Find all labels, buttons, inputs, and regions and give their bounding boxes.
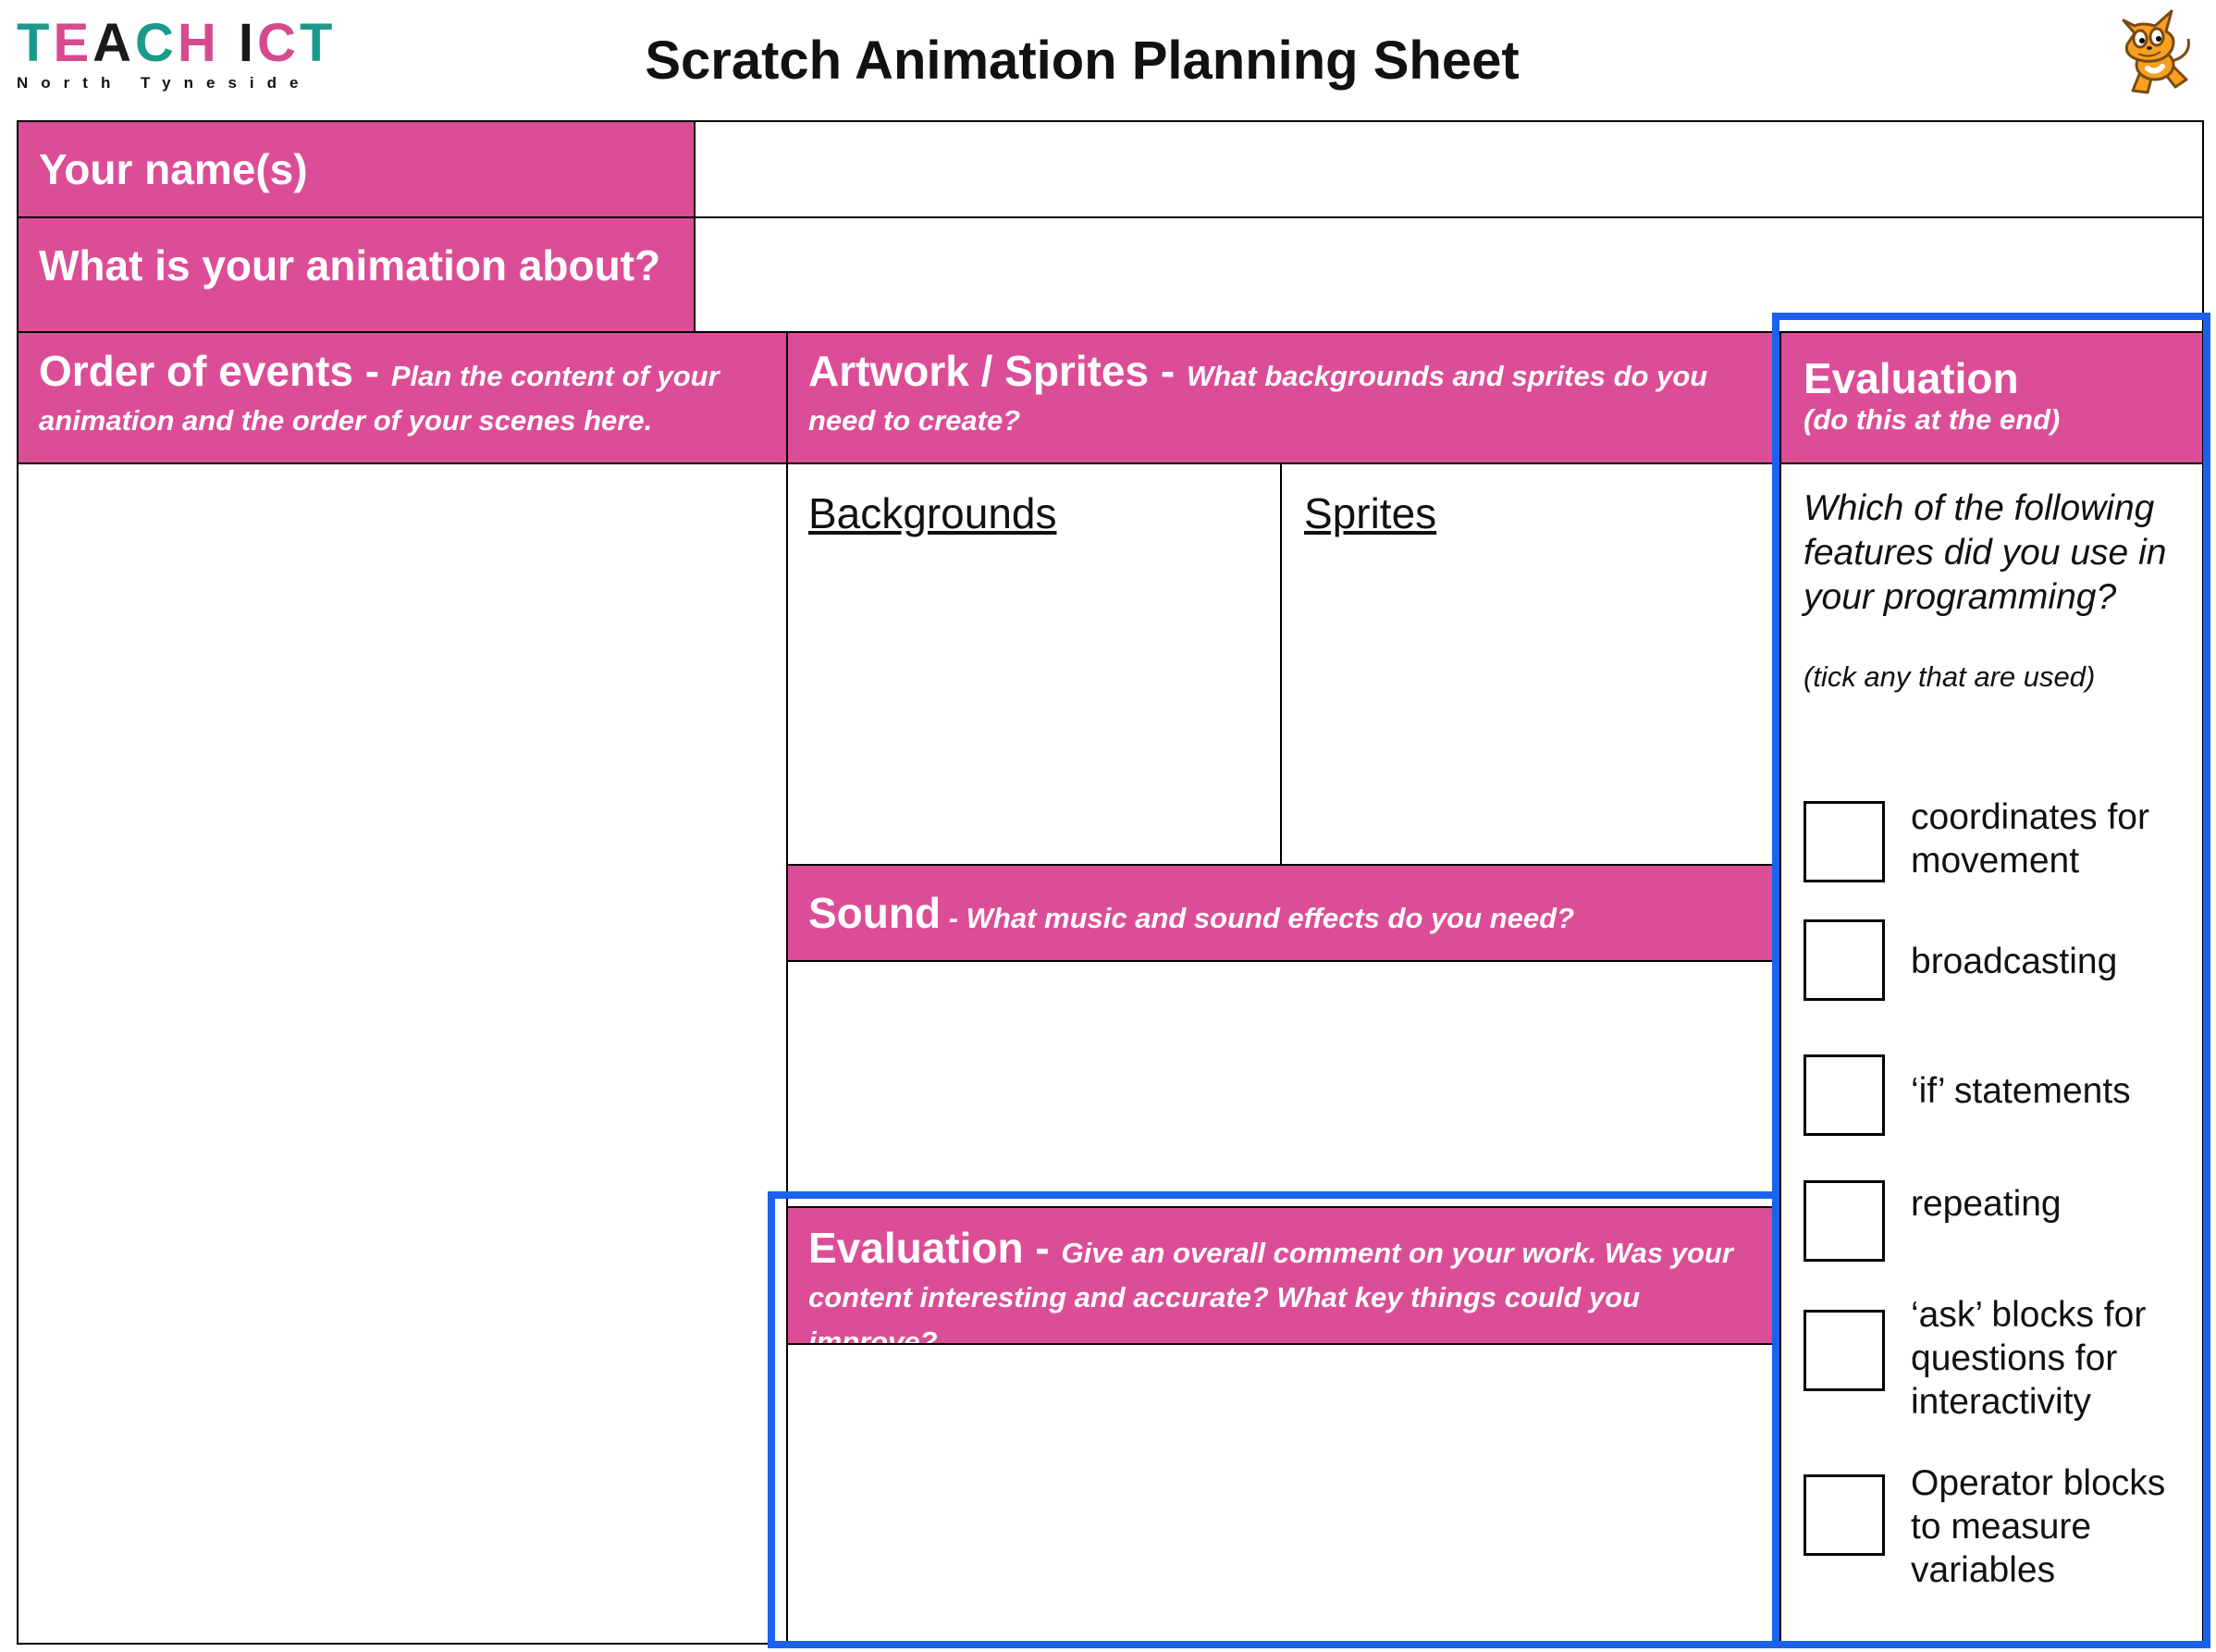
feature-repeating: repeating <box>1911 1184 2062 1224</box>
logo-letter: C <box>135 13 178 73</box>
evaluation-question: Which of the following features did you use in your programming? <box>1804 488 2167 617</box>
about-label: What is your animation about? <box>39 241 661 290</box>
order-header <box>17 331 788 464</box>
feature-broadcasting: broadcasting <box>1911 942 2118 981</box>
logo-letter: C <box>257 13 300 73</box>
about-label-cell <box>17 216 696 333</box>
backgrounds-heading: Backgrounds <box>808 489 1057 537</box>
feature-operator-blocks: Operator blocks to measure variables <box>1911 1463 2166 1590</box>
logo-letter: E <box>53 13 93 73</box>
name-label: Your name(s) <box>39 145 308 193</box>
evaluation-side-title: Evaluation <box>1804 354 2019 402</box>
order-description: Plan the content of your animation and the order of your scenes here. <box>39 360 720 437</box>
sound-description: - What music and sound effects do you need? <box>941 902 1575 934</box>
feature-ask-blocks: ‘ask’ blocks for questions for interactivity <box>1911 1295 2147 1422</box>
sprites-heading: Sprites <box>1304 489 1437 537</box>
evaluation-side-highlight <box>1772 313 2210 1648</box>
backgrounds-area[interactable] <box>786 462 1282 866</box>
logo-letter: T <box>299 13 337 73</box>
evaluation-comment-highlight <box>768 1191 1779 1648</box>
logo-subtitle: North Tyneside <box>17 74 312 92</box>
logo-letter: A <box>92 13 136 73</box>
sprites-area[interactable] <box>1280 462 1781 866</box>
order-title: Order of events - <box>39 347 391 395</box>
artwork-header <box>786 331 1781 464</box>
order-content-area[interactable] <box>17 462 788 1645</box>
name-label-cell <box>17 120 696 218</box>
logo-letter: I <box>238 13 258 73</box>
artwork-title: Artwork / Sprites - <box>808 347 1187 395</box>
sound-content-area[interactable] <box>786 960 1781 1208</box>
evaluation-comment-title: Evaluation - <box>808 1224 1062 1272</box>
logo-letter: H <box>177 13 220 73</box>
evaluation-side-subtitle: (do this at the end) <box>1804 403 2061 436</box>
evaluation-comment-description: Give an overall comment on your work. Was your content interesting and accurate? What key things could you improve? <box>808 1237 1733 1358</box>
sound-header <box>786 864 1781 962</box>
name-field[interactable] <box>694 120 2204 218</box>
logo-letter: T <box>17 13 54 73</box>
artwork-description: What backgrounds and sprites do you need to create? <box>808 360 1708 437</box>
feature-if-statements: ‘if’ statements <box>1911 1071 2131 1111</box>
scratch-cat-icon <box>2107 6 2199 100</box>
evaluation-hint: (tick any that are used) <box>1804 660 2096 693</box>
sound-title: Sound <box>808 889 942 937</box>
feature-coordinates: coordinates for movement <box>1911 797 2149 881</box>
page-title: Scratch Animation Planning Sheet <box>645 31 1520 91</box>
